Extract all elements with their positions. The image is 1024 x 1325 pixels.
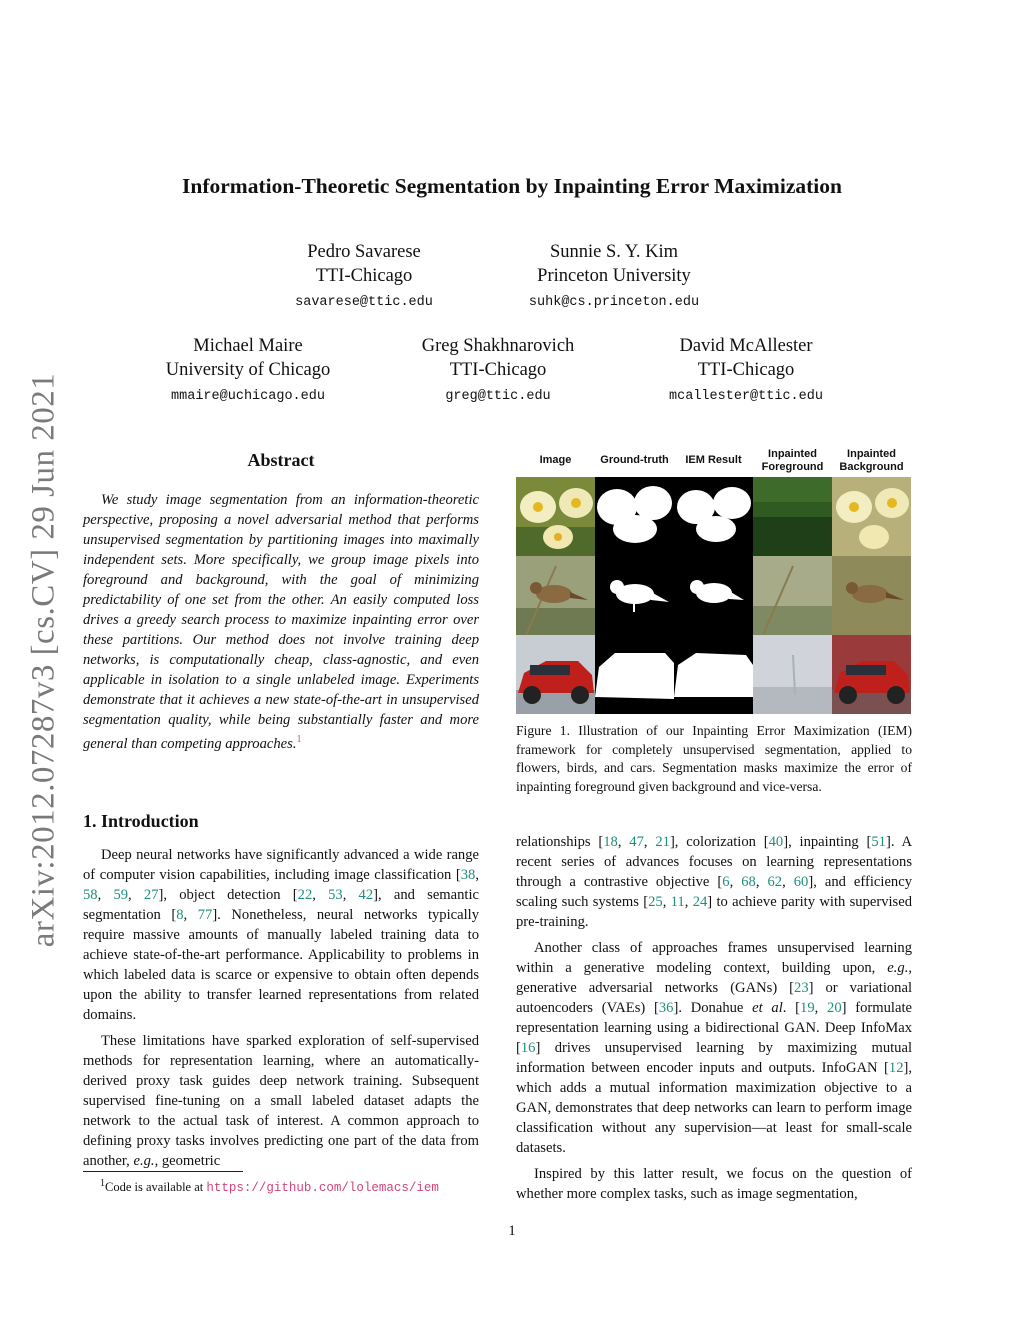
footnote bbox=[100, 1178, 439, 1195]
citation-link[interactable]: 23 bbox=[794, 980, 809, 996]
figure-column-label: IEM Result bbox=[685, 454, 742, 466]
left-column-text bbox=[83, 845, 479, 1177]
bird-ground-truth bbox=[595, 556, 674, 635]
citation-link[interactable]: 62 bbox=[767, 874, 783, 890]
car-inpainted-foreground bbox=[753, 635, 832, 714]
author-name: Sunnie S. Y. Kim bbox=[550, 242, 678, 262]
citation-link[interactable]: 40 bbox=[768, 834, 784, 850]
bird-iem-result bbox=[674, 556, 753, 635]
author-block bbox=[148, 334, 348, 406]
bird-image bbox=[516, 556, 595, 635]
citation-link[interactable]: 21 bbox=[655, 834, 670, 850]
car-image bbox=[516, 635, 595, 714]
car-ground-truth bbox=[595, 635, 674, 714]
citation-link[interactable]: 59 bbox=[113, 887, 129, 903]
figure-1-grid bbox=[516, 477, 911, 714]
author-affiliation: TTI-Chicago bbox=[449, 360, 547, 380]
citation-link[interactable]: 25 bbox=[648, 894, 663, 910]
author-affiliation: TTI-Chicago bbox=[697, 360, 795, 380]
citation-link[interactable]: 42 bbox=[358, 887, 374, 903]
citation-link[interactable]: 11 bbox=[670, 894, 685, 910]
author-block bbox=[264, 240, 464, 312]
author-name: Greg Shakhnarovich bbox=[421, 336, 575, 356]
citation-link[interactable]: 22 bbox=[297, 887, 313, 903]
citation-link[interactable]: 8 bbox=[176, 907, 184, 923]
citation-link[interactable]: 60 bbox=[793, 874, 809, 890]
car-iem-result bbox=[674, 635, 753, 714]
citation-link[interactable]: 53 bbox=[328, 887, 343, 903]
paragraph: Another class of approaches frames unsupervised learning within a generative modeling context, building upon, e.g., generative adversarial networks (GANs) [23] or variational autoencoders (VAEs) [36]. Donahue et al. [19, 20] formulate representation learning using a bidirectional GAN. Deep InfoMax [16] drives unsupervised learning by maximizing mutual information between encoder inputs and outputs. InfoGAN [12], which adds a mutual information maximization objective to a GAN, demonstrates that deep networks can learn to perform image classification without any supervision—at least for small-scale datasets. bbox=[516, 940, 912, 1156]
figure-column-label: Ground-truth bbox=[600, 454, 669, 466]
citation-link[interactable]: 51 bbox=[871, 834, 886, 850]
page-number: 1 bbox=[508, 1223, 516, 1239]
abstract-heading: Abstract bbox=[247, 450, 315, 470]
paragraph: Inspired by this latter result, we focus on the question of whether more complex tasks, such as image segmentation, bbox=[516, 1166, 912, 1202]
footnote-mark[interactable]: 1 bbox=[296, 734, 302, 745]
author-block bbox=[646, 334, 846, 406]
citation-link[interactable]: 20 bbox=[827, 1000, 842, 1016]
citation-link[interactable]: 68 bbox=[741, 874, 756, 890]
author-name: David McAllester bbox=[679, 336, 813, 356]
paper-title: Information-Theoretic Segmentation by Inpainting Error Maximization bbox=[182, 174, 842, 198]
author-block bbox=[504, 240, 724, 312]
footnote-number: 1 bbox=[100, 1178, 105, 1189]
bird-inpainted-foreground bbox=[753, 556, 832, 635]
author-affiliation: University of Chicago bbox=[165, 360, 331, 380]
paragraph: relationships [18, 47, 21], colorization [40], inpainting [51]. A recent series of advances focuses on learning representations through a contrastive objective [6, 68, 62, 60], and efficiency scaling such systems [25, 11, 24] to achieve parity with supervised pre-training. bbox=[516, 834, 913, 930]
citation-link[interactable]: 58 bbox=[83, 887, 98, 903]
citation-link[interactable]: 18 bbox=[603, 834, 618, 850]
footnote-rule bbox=[83, 1171, 243, 1172]
paragraph: These limitations have sparked exploration of self-supervised methods for representation learning, where an automatically-derived proxy task guides deep network training. Subsequent supervised fine-tuning on a small labeled dataset adapts the network to the actual task of interest. A common approach to defining proxy tasks involves predicting one part of the data from another, e.g., geometric bbox=[83, 1033, 479, 1169]
paragraph: Deep neural networks have significantly advanced a wide range of computer vision capabilities, including image classification [38, 58, 59, 27], object detection [22, 53, 42], and semantic segmentation [8, 77]. Nonetheless, neural networks typically require massive amounts of manually labeled training data to achieve state-of-the-art performance. Applicability to problems in which labeled data is scarce or expensive to obtain often depends upon the ability to transfer learned representations from related domains. bbox=[83, 847, 480, 1023]
author-name: Michael Maire bbox=[193, 336, 303, 356]
bird-inpainted-background bbox=[832, 556, 911, 635]
citation-link[interactable]: 19 bbox=[800, 1000, 815, 1016]
section-heading: 1. Introduction bbox=[83, 811, 199, 831]
flowers-image bbox=[516, 477, 595, 556]
citation-link[interactable]: 77 bbox=[197, 907, 213, 923]
italic-text: et al bbox=[752, 1000, 783, 1016]
citation-link[interactable]: 16 bbox=[520, 1040, 536, 1056]
citation-link[interactable]: 24 bbox=[692, 894, 708, 910]
abstract-body: We study image segmentation from an information-theoretic perspective, proposing a novel adversarial method that performs unsupervised segmentation by partitioning images into maximally independent sets. More specifically, we group image pixels into foreground and background, with the goal of minimizing predictability of one set from the other. An easily computed loss drives a greedy search process to maximize inpainting error over these partitions. Our method does not involve training deep networks, is computationally cheap, class-agnostic, and even applicable in isolation to a single unlabeled image. Experiments demonstrate that it achieves a new state-of-the-art in unsupervised segmentation quality, while being substantially faster and more general than competing approaches. bbox=[83, 492, 479, 752]
author-email[interactable]: mmaire@uchicago.edu bbox=[171, 389, 325, 404]
car-inpainted-background bbox=[832, 635, 911, 714]
citation-link[interactable]: 47 bbox=[629, 834, 644, 850]
author-email[interactable]: suhk@cs.princeton.edu bbox=[528, 295, 700, 310]
figure-header bbox=[516, 446, 912, 476]
citation-link[interactable]: 36 bbox=[658, 1000, 674, 1016]
figure-column-label: Inpainted Foreground bbox=[761, 448, 824, 473]
flowers-ground-truth bbox=[595, 477, 674, 556]
flowers-iem-result bbox=[674, 477, 753, 556]
flowers-inpainted-foreground bbox=[753, 477, 832, 556]
italic-text: e.g. bbox=[887, 960, 909, 976]
abstract-text bbox=[83, 490, 479, 754]
figure-caption: Figure 1. Illustration of our Inpainting Error Maximization (IEM) framework for completely unsupervised segmentation, applied to flowers, birds, and cars. Segmentation masks maximize the error of inpainting foreground given background and vice-versa. bbox=[516, 723, 912, 794]
flowers-inpainted-background bbox=[832, 477, 911, 556]
code-link[interactable]: https://github.com/lolemacs/iem bbox=[206, 1181, 439, 1196]
right-column-text bbox=[516, 832, 912, 1210]
footnote-text: Code is available at bbox=[105, 1180, 207, 1195]
citation-link[interactable]: 12 bbox=[888, 1060, 904, 1076]
author-block bbox=[398, 334, 598, 406]
citation-link[interactable]: 38 bbox=[460, 867, 476, 883]
italic-text: e.g. bbox=[133, 1153, 155, 1169]
arxiv-stamp: arXiv:2012.07287v3 [cs.CV] 29 Jun 2021 bbox=[25, 372, 62, 948]
citation-link[interactable]: 27 bbox=[143, 887, 159, 903]
citation-link[interactable]: 6 bbox=[722, 874, 730, 890]
figure-column-label: Inpainted Background bbox=[839, 448, 904, 473]
author-affiliation: Princeton University bbox=[537, 266, 691, 286]
author-email[interactable]: savarese@ttic.edu bbox=[295, 295, 433, 310]
figure-column-label: Image bbox=[539, 454, 572, 466]
author-email[interactable]: mcallester@ttic.edu bbox=[669, 389, 823, 404]
author-name: Pedro Savarese bbox=[307, 242, 421, 262]
author-email[interactable]: greg@ttic.edu bbox=[445, 389, 551, 404]
author-affiliation: TTI-Chicago bbox=[315, 266, 413, 286]
